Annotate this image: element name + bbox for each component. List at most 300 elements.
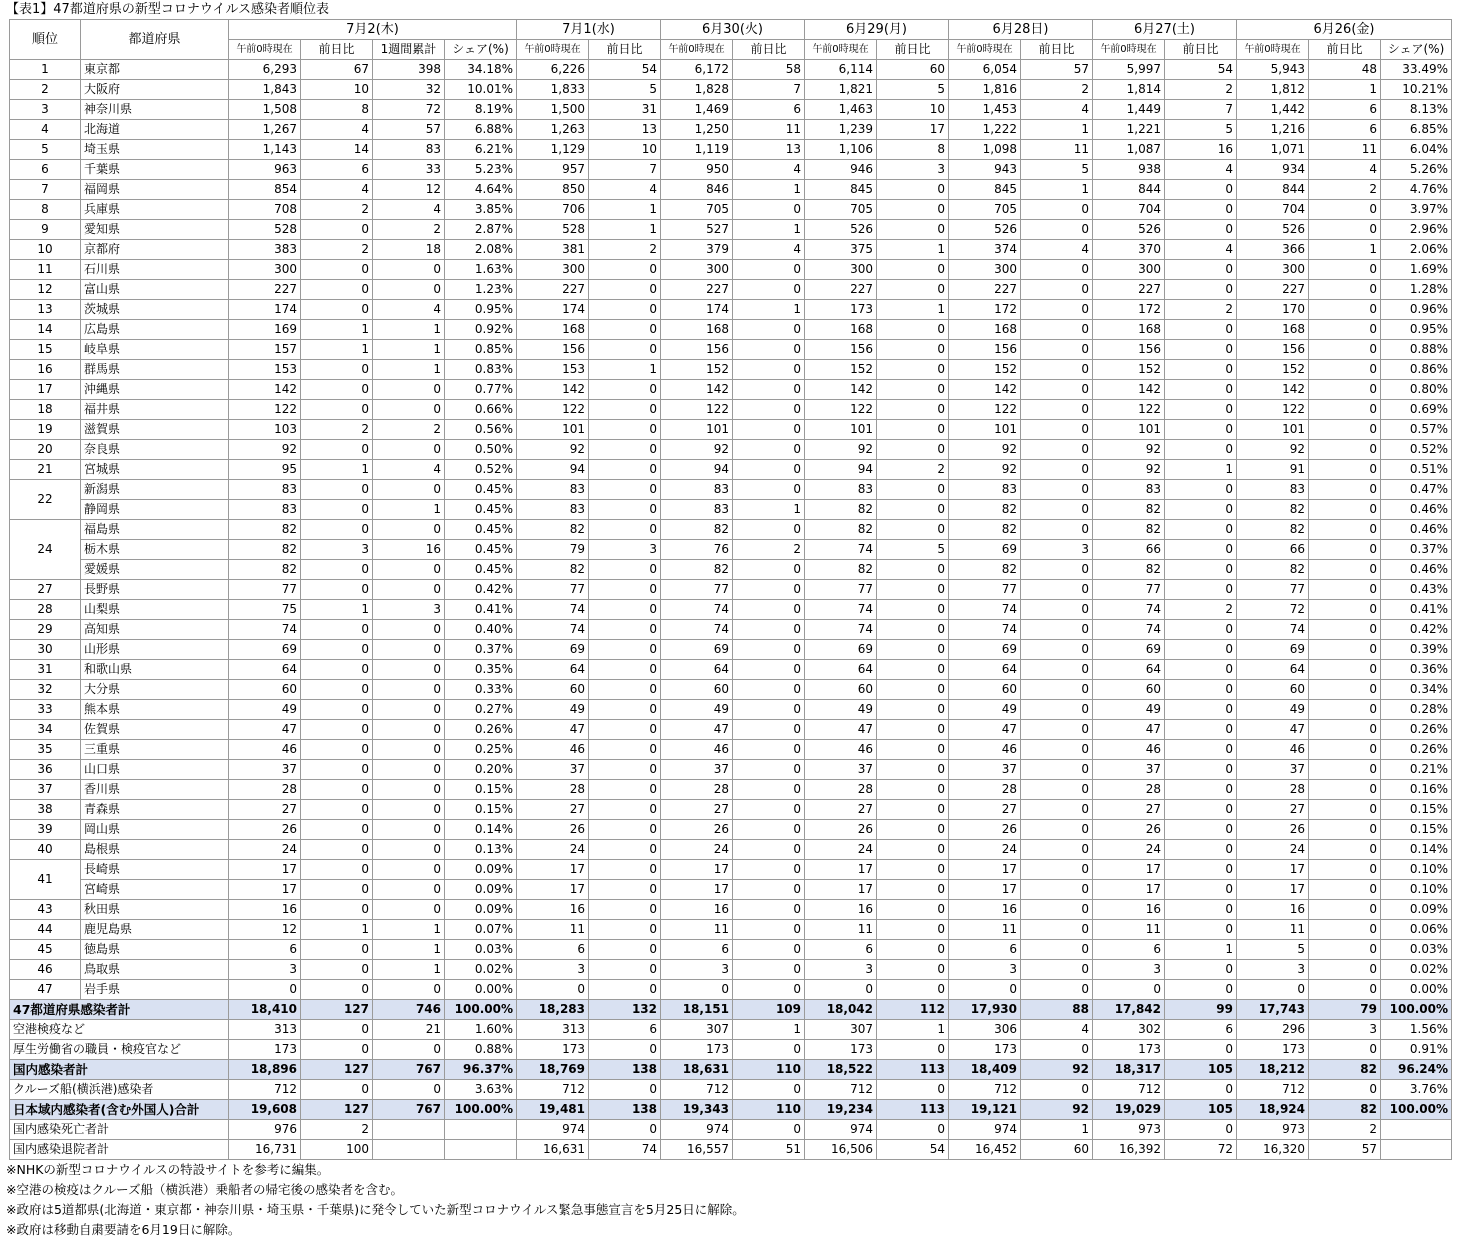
prefecture-cell: 岩手県 [81,980,229,1000]
summary-value-cell: 712 [517,1080,589,1100]
value-cell: 0 [1021,920,1093,940]
summary-value-cell: 19,608 [229,1100,301,1120]
value-cell: 0 [877,800,949,820]
value-cell: 0.43% [1381,580,1452,600]
value-cell: 0 [877,260,949,280]
value-cell: 64 [229,660,301,680]
value-cell: 27 [1093,800,1165,820]
rank-cell: 27 [10,580,81,600]
table-row [10,120,1452,140]
summary-value-cell: 173 [517,1040,589,1060]
value-cell: 1,222 [949,120,1021,140]
value-cell: 0 [589,500,661,520]
table-row [10,60,1452,80]
prefecture-cell: 香川県 [81,780,229,800]
value-cell: 82 [805,520,877,540]
value-cell: 0.26% [1381,740,1452,760]
value-cell: 26 [229,820,301,840]
value-cell: 0 [301,980,373,1000]
value-cell: 0 [1309,580,1381,600]
summary-row [10,1080,1452,1100]
summary-value-cell: 82 [1309,1060,1381,1080]
summary-value-cell: 0 [301,1020,373,1040]
value-cell: 83 [949,480,1021,500]
prefecture-cell: 富山県 [81,280,229,300]
value-cell: 0 [1165,180,1237,200]
value-cell: 0 [1021,440,1093,460]
prefecture-cell: 大阪府 [81,80,229,100]
value-cell: 0.15% [445,800,517,820]
table-row [10,800,1452,820]
value-cell: 0 [301,480,373,500]
table-row [10,440,1452,460]
summary-value-cell [445,1140,517,1160]
value-cell: 0.28% [1381,700,1452,720]
prefecture-cell: 青森県 [81,800,229,820]
summary-value-cell: 0 [733,1080,805,1100]
value-cell: 0 [373,720,445,740]
value-cell: 6 [229,940,301,960]
value-cell: 0.37% [1381,540,1452,560]
value-cell: 1,221 [1093,120,1165,140]
summary-value-cell: 307 [805,1020,877,1040]
value-cell: 1.23% [445,280,517,300]
value-cell: 64 [1237,660,1309,680]
value-cell: 0.42% [1381,620,1452,640]
value-cell: 75 [229,600,301,620]
value-cell: 0.88% [1381,340,1452,360]
value-cell: 1,087 [1093,140,1165,160]
value-cell: 142 [805,380,877,400]
rank-cell: 33 [10,700,81,720]
summary-value-cell: 173 [661,1040,733,1060]
summary-value-cell: 132 [589,1000,661,1020]
value-cell: 3 [517,960,589,980]
table-row [10,900,1452,920]
value-cell: 74 [805,600,877,620]
prefecture-cell: 群馬県 [81,360,229,380]
summary-value-cell [373,1120,445,1140]
value-cell: 101 [661,420,733,440]
summary-value-cell: 100.00% [445,1000,517,1020]
value-cell: 0 [1021,900,1093,920]
date-header: 7月2(木) [229,20,517,40]
prefecture-cell: 島根県 [81,840,229,860]
value-cell: 0 [733,960,805,980]
value-cell: 0 [1021,360,1093,380]
value-cell: 0 [733,420,805,440]
value-cell: 83 [805,480,877,500]
summary-value-cell: 0 [1021,1040,1093,1060]
value-cell: 32 [373,80,445,100]
prefecture-cell: 福島県 [81,520,229,540]
summary-value-cell: 138 [589,1060,661,1080]
value-cell: 0 [877,180,949,200]
table-row [10,540,1452,560]
subcolumn-header: 前日比 [1309,40,1381,60]
value-cell: 0 [589,400,661,420]
value-cell: 0 [589,420,661,440]
value-cell: 0 [1165,500,1237,520]
summary-value-cell: 0.88% [445,1040,517,1060]
value-cell: 10 [877,100,949,120]
value-cell: 8 [877,140,949,160]
value-cell: 0 [1021,580,1093,600]
value-cell: 156 [949,340,1021,360]
summary-value-cell: 19,029 [1093,1100,1165,1120]
value-cell: 122 [949,400,1021,420]
prefecture-cell: 佐賀県 [81,720,229,740]
value-cell: 0.14% [1381,840,1452,860]
value-cell: 227 [1237,280,1309,300]
value-cell: 0 [301,580,373,600]
value-cell: 3 [229,960,301,980]
table-row [10,300,1452,320]
value-cell: 77 [949,580,1021,600]
table-row [10,840,1452,860]
value-cell: 0 [1309,340,1381,360]
value-cell: 0 [1165,480,1237,500]
value-cell: 0 [877,860,949,880]
value-cell: 0 [301,800,373,820]
prefecture-cell: 山梨県 [81,600,229,620]
value-cell: 0 [589,680,661,700]
summary-value-cell: 19,481 [517,1100,589,1120]
prefecture-cell: 高知県 [81,620,229,640]
value-cell: 0 [733,600,805,620]
subcolumn-header: 前日比 [733,40,805,60]
value-cell: 142 [661,380,733,400]
value-cell: 74 [1093,600,1165,620]
summary-value-cell: 18,631 [661,1060,733,1080]
value-cell: 60 [877,60,949,80]
summary-value-cell: 138 [589,1100,661,1120]
value-cell: 0 [1021,380,1093,400]
value-cell: 0 [589,620,661,640]
value-cell: 27 [949,800,1021,820]
summary-value-cell: 712 [805,1080,877,1100]
value-cell: 122 [661,400,733,420]
value-cell: 0 [1021,400,1093,420]
value-cell: 58 [733,60,805,80]
value-cell: 227 [661,280,733,300]
value-cell: 47 [1093,720,1165,740]
value-cell: 82 [1237,560,1309,580]
value-cell: 0 [877,820,949,840]
value-cell: 0 [733,860,805,880]
value-cell: 1 [877,300,949,320]
value-cell: 17 [1237,860,1309,880]
value-cell: 0 [589,760,661,780]
prefecture-cell: 和歌山県 [81,660,229,680]
value-cell: 0 [1309,620,1381,640]
value-cell: 0 [589,580,661,600]
subcolumn-header: 午前0時現在 [661,40,733,60]
value-cell: 0 [1021,720,1093,740]
value-cell: 0 [1021,460,1093,480]
value-cell: 0 [733,720,805,740]
value-cell: 10.21% [1381,80,1452,100]
value-cell: 82 [1237,520,1309,540]
value-cell: 0 [1309,760,1381,780]
summary-value-cell: 18,283 [517,1000,589,1020]
table-row [10,480,1452,500]
value-cell: 2 [301,200,373,220]
table-row [10,940,1452,960]
value-cell: 60 [805,680,877,700]
value-cell: 153 [517,360,589,380]
value-cell: 0 [373,860,445,880]
value-cell: 0 [877,640,949,660]
value-cell: 0.95% [1381,320,1452,340]
table-row [10,860,1452,880]
value-cell: 0.36% [1381,660,1452,680]
summary-value-cell: 16,392 [1093,1140,1165,1160]
value-cell: 0 [301,740,373,760]
value-cell: 5.26% [1381,160,1452,180]
value-cell: 0 [301,360,373,380]
value-cell: 0.45% [445,560,517,580]
table-row [10,220,1452,240]
value-cell: 152 [1093,360,1165,380]
value-cell: 1 [301,920,373,940]
summary-value-cell: 19,343 [661,1100,733,1120]
value-cell: 122 [517,400,589,420]
rank-cell: 12 [10,280,81,300]
value-cell: 0 [1309,800,1381,820]
value-cell: 1,267 [229,120,301,140]
value-cell: 0 [229,980,301,1000]
value-cell: 26 [661,820,733,840]
rank-cell: 8 [10,200,81,220]
value-cell: 381 [517,240,589,260]
value-cell: 16 [1165,140,1237,160]
value-cell: 0 [589,920,661,940]
value-cell: 0 [1165,980,1237,1000]
value-cell: 845 [949,180,1021,200]
rank-cell: 47 [10,980,81,1000]
summary-value-cell: 0 [877,1120,949,1140]
value-cell: 0 [1021,340,1093,360]
value-cell: 168 [1093,320,1165,340]
value-cell: 82 [1093,500,1165,520]
value-cell: 0 [733,580,805,600]
summary-value-cell: 72 [1165,1140,1237,1160]
value-cell: 82 [229,520,301,540]
value-cell: 0 [301,220,373,240]
subcolumn-header: 前日比 [877,40,949,60]
table-row [10,460,1452,480]
value-cell: 82 [949,560,1021,580]
table-title: 【表1】47都道府県の新型コロナウイルス感染者順位表 [6,2,330,17]
table-row [10,700,1452,720]
value-cell: 0 [1165,700,1237,720]
date-header: 6月26(金) [1237,20,1452,40]
value-cell: 174 [517,300,589,320]
value-cell: 174 [229,300,301,320]
value-cell: 0 [1021,700,1093,720]
value-cell: 152 [949,360,1021,380]
value-cell: 168 [805,320,877,340]
value-cell: 18 [373,240,445,260]
value-cell: 0 [589,820,661,840]
value-cell: 0 [1309,260,1381,280]
value-cell: 82 [517,520,589,540]
value-cell: 46 [1093,740,1165,760]
prefecture-cell: 鳥取県 [81,960,229,980]
value-cell: 957 [517,160,589,180]
value-cell: 2 [1165,600,1237,620]
value-cell: 0 [733,740,805,760]
summary-value-cell: 6 [589,1020,661,1040]
value-cell: 26 [1093,820,1165,840]
value-cell: 152 [1237,360,1309,380]
value-cell: 0.51% [1381,460,1452,480]
value-cell: 0 [373,640,445,660]
value-cell: 17 [229,880,301,900]
value-cell: 0 [1021,480,1093,500]
value-cell: 64 [517,660,589,680]
value-cell: 0.09% [445,900,517,920]
value-cell: 0 [877,960,949,980]
value-cell: 74 [661,600,733,620]
value-cell: 527 [661,220,733,240]
summary-value-cell: 74 [589,1140,661,1160]
subcolumn-header: 午前0時現在 [1237,40,1309,60]
value-cell: 92 [805,440,877,460]
value-cell: 28 [229,780,301,800]
value-cell: 11 [949,920,1021,940]
value-cell: 24 [949,840,1021,860]
value-cell: 526 [1093,220,1165,240]
value-cell: 5 [1021,160,1093,180]
value-cell: 0 [301,840,373,860]
value-cell: 1 [373,920,445,940]
value-cell: 122 [1237,400,1309,420]
value-cell: 0 [1093,980,1165,1000]
date-header: 6月29(月) [805,20,949,40]
value-cell: 16 [661,900,733,920]
value-cell: 0 [589,260,661,280]
value-cell: 0.02% [445,960,517,980]
value-cell: 1 [373,500,445,520]
summary-value-cell: 100.00% [1381,1000,1452,1020]
summary-value-cell: 1.60% [445,1020,517,1040]
value-cell: 0 [1021,960,1093,980]
value-cell: 1 [1165,940,1237,960]
table-row [10,600,1452,620]
value-cell: 0 [877,940,949,960]
value-cell: 74 [805,620,877,640]
prefecture-cell: 石川県 [81,260,229,280]
value-cell: 0 [877,620,949,640]
value-cell: 0 [301,440,373,460]
value-cell: 0 [1021,560,1093,580]
summary-value-cell: 16,506 [805,1140,877,1160]
table-row [10,340,1452,360]
value-cell: 1,239 [805,120,877,140]
value-cell: 0 [877,880,949,900]
value-cell: 0.26% [445,720,517,740]
value-cell: 77 [1237,580,1309,600]
value-cell: 7 [733,80,805,100]
value-cell: 0 [1165,340,1237,360]
value-cell: 0 [373,840,445,860]
value-cell: 0.06% [1381,920,1452,940]
value-cell: 704 [1237,200,1309,220]
value-cell: 2 [373,220,445,240]
value-cell: 1,119 [661,140,733,160]
value-cell: 77 [517,580,589,600]
value-cell: 0.09% [445,860,517,880]
summary-value-cell: 82 [1309,1100,1381,1120]
value-cell: 0 [1165,960,1237,980]
prefecture-cell: 長崎県 [81,860,229,880]
value-cell: 49 [229,700,301,720]
value-cell: 0 [877,980,949,1000]
rank-cell: 28 [10,600,81,620]
value-cell: 0.26% [1381,720,1452,740]
value-cell: 37 [1093,760,1165,780]
value-cell: 0.92% [445,320,517,340]
value-cell: 0 [1165,580,1237,600]
summary-value-cell: 173 [229,1040,301,1060]
rank-cell: 41 [10,860,81,900]
rank-cell: 2 [10,80,81,100]
value-cell: 0 [301,260,373,280]
summary-value-cell [1381,1140,1452,1160]
prefecture-cell: 福岡県 [81,180,229,200]
value-cell: 67 [301,60,373,80]
value-cell: 0 [589,600,661,620]
summary-value-cell: 976 [229,1120,301,1140]
value-cell: 92 [949,460,1021,480]
value-cell: 227 [805,280,877,300]
value-cell: 705 [805,200,877,220]
value-cell: 0 [1021,740,1093,760]
summary-value-cell: 0 [1309,1040,1381,1060]
value-cell: 0 [877,500,949,520]
value-cell: 101 [805,420,877,440]
value-cell: 92 [661,440,733,460]
value-cell: 0 [1309,320,1381,340]
value-cell: 1,250 [661,120,733,140]
value-cell: 5 [589,80,661,100]
value-cell: 383 [229,240,301,260]
value-cell: 0 [1309,920,1381,940]
value-cell: 0 [877,420,949,440]
value-cell: 6 [1309,120,1381,140]
value-cell: 2 [877,460,949,480]
value-cell: 10 [301,80,373,100]
value-cell: 706 [517,200,589,220]
rank-cell: 7 [10,180,81,200]
value-cell: 0 [1165,880,1237,900]
value-cell: 0 [1165,440,1237,460]
value-cell: 168 [661,320,733,340]
value-cell: 83 [1237,480,1309,500]
date-header: 7月1(水) [517,20,661,40]
value-cell: 0 [733,460,805,480]
summary-value-cell: 3 [1309,1020,1381,1040]
summary-value-cell: 17,842 [1093,1000,1165,1020]
value-cell: 950 [661,160,733,180]
value-cell: 0.39% [1381,640,1452,660]
rank-cell: 19 [10,420,81,440]
value-cell: 1,833 [517,80,589,100]
value-cell: 6 [805,940,877,960]
value-cell: 2 [589,240,661,260]
